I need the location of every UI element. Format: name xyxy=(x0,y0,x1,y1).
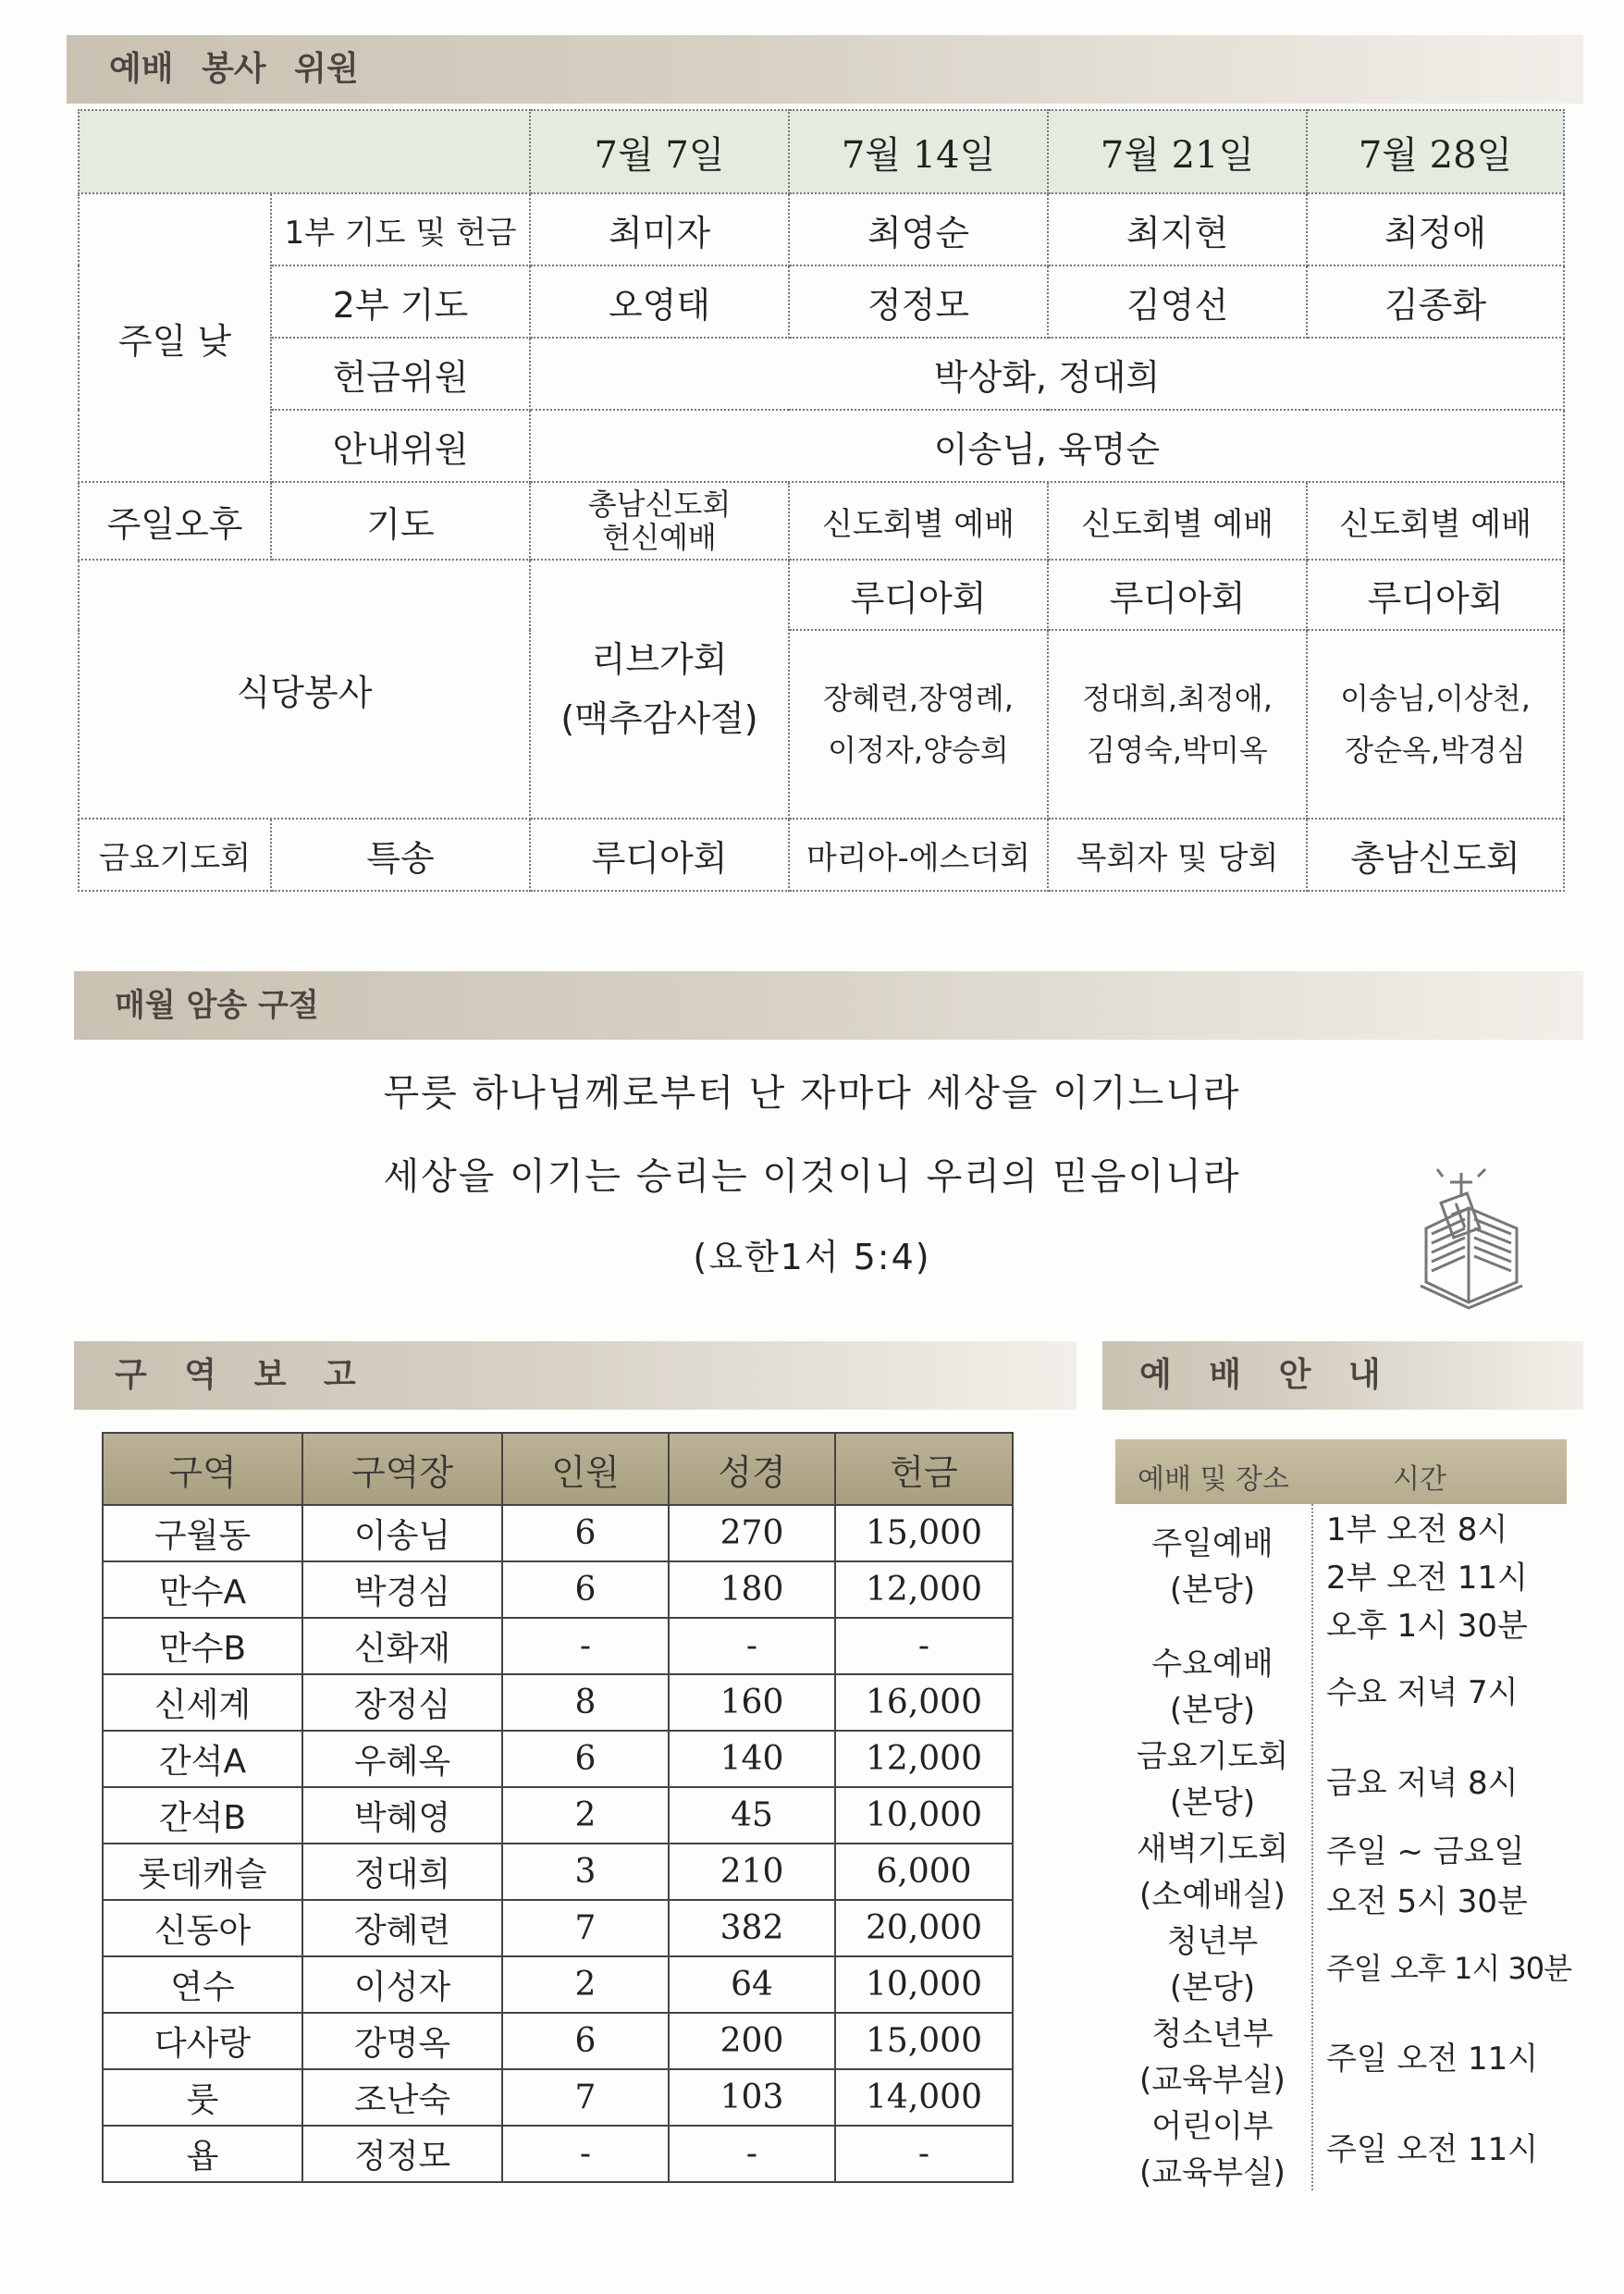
table-row xyxy=(103,2069,1013,2126)
section-title: 예 배 안 내 xyxy=(1139,1356,1394,1394)
table-cell: 6 xyxy=(502,2013,669,2069)
verse-reference: (요한1서 5:4) xyxy=(693,1237,931,1277)
table-cell: 루디아회 xyxy=(1048,560,1307,630)
section-title: 구 역 보 고 xyxy=(115,1356,369,1394)
place-name: 주일예배 xyxy=(1151,1525,1273,1562)
table-cell: 마리아-에스더회 xyxy=(789,819,1048,891)
table-cell: 신화재 xyxy=(302,1618,502,1674)
worship-place xyxy=(1115,2011,1310,2103)
worship-place xyxy=(1115,2103,1310,2196)
worship-time: 수요 저녁 7시 xyxy=(1326,1674,1519,1711)
table-cell xyxy=(530,482,789,560)
worship-time: 주일 오전 11시 xyxy=(1326,2041,1539,2078)
table-cell: 14,000 xyxy=(835,2069,1013,2126)
table-cell: 정정모 xyxy=(302,2126,502,2182)
cell-line: (맥추감사절) xyxy=(560,698,758,739)
table-cell: 루디아회 xyxy=(789,560,1048,630)
table-cell: 이성자 xyxy=(302,1956,502,2013)
table-cell: 루디아회 xyxy=(1307,560,1564,630)
table-cell: 욥 xyxy=(103,2126,302,2182)
section-title: 예배 봉사 위원 xyxy=(109,50,359,88)
table-cell: - xyxy=(835,2126,1013,2182)
table-row xyxy=(103,1844,1013,1900)
table-cell: 382 xyxy=(669,1900,835,1956)
table-cell: 최지현 xyxy=(1048,193,1307,265)
table-cell: 간석A xyxy=(103,1731,302,1787)
table-header-row xyxy=(79,110,1564,193)
table-cell: 오영태 xyxy=(530,265,789,338)
worship-header-time: 시간 xyxy=(1393,1463,1446,1496)
divider xyxy=(1311,1504,1313,2190)
worship-header xyxy=(1115,1439,1567,1504)
table-cell: - xyxy=(669,1618,835,1674)
table-row xyxy=(103,1674,1013,1731)
table-cell: 정대희 xyxy=(302,1844,502,1900)
district-table-body xyxy=(103,1505,1013,2182)
section-header-volunteer xyxy=(67,35,1583,104)
date-header: 7월 21일 xyxy=(1048,110,1307,193)
table-cell: - xyxy=(835,1618,1013,1674)
table-row xyxy=(103,2013,1013,2069)
worship-header-place: 예배 및 장소 xyxy=(1138,1463,1289,1496)
table-cell: - xyxy=(502,2126,669,2182)
table-cell: 이송님, 육명순 xyxy=(530,410,1564,482)
table-row xyxy=(103,1561,1013,1618)
table-cell: 루디아회 xyxy=(530,819,789,891)
table-cell xyxy=(530,560,789,819)
table-cell: 정정모 xyxy=(789,265,1048,338)
table-cell: 6 xyxy=(502,1505,669,1561)
worship-schedule xyxy=(1115,1439,1572,2191)
table-cell: 64 xyxy=(669,1956,835,2013)
table-row xyxy=(79,338,1564,410)
table-cell: 200 xyxy=(669,2013,835,2069)
table-row xyxy=(79,193,1564,265)
worship-place xyxy=(1115,1641,1310,1733)
table-cell: 210 xyxy=(669,1844,835,1900)
column-header: 인원 xyxy=(502,1433,669,1505)
row-group-label: 식당봉사 xyxy=(79,560,530,819)
cell-line: 리브가회 xyxy=(591,639,728,680)
table-cell: 간석B xyxy=(103,1787,302,1844)
section-header-verse xyxy=(74,971,1583,1040)
row-group-label: 금요기도회 xyxy=(79,819,271,891)
cell-line: 헌신예배 xyxy=(602,520,717,555)
cell-line: 장순옥,박경심 xyxy=(1345,733,1526,768)
row-label: 기도 xyxy=(271,482,530,560)
table-cell: 신세계 xyxy=(103,1674,302,1731)
table-row xyxy=(103,1787,1013,1844)
place-name: 새벽기도회 xyxy=(1136,1831,1289,1868)
table-row xyxy=(79,560,1564,630)
date-header: 7월 7일 xyxy=(530,110,789,193)
table-cell: 강명옥 xyxy=(302,2013,502,2069)
table-cell: 우혜옥 xyxy=(302,1731,502,1787)
table-cell: 15,000 xyxy=(835,2013,1013,2069)
table-cell: 롯데캐슬 xyxy=(103,1844,302,1900)
table-cell: 140 xyxy=(669,1731,835,1787)
table-cell: 6,000 xyxy=(835,1844,1013,1900)
place-room: (교육부실) xyxy=(1139,2062,1286,2099)
table-cell: 103 xyxy=(669,2069,835,2126)
worship-time: 주일 오후 1시 30분 xyxy=(1326,1951,1572,1986)
cell-line: 이송님,이상천, xyxy=(1340,681,1531,716)
table-cell: 구월동 xyxy=(103,1505,302,1561)
table-cell: 최정애 xyxy=(1307,193,1564,265)
place-room: (본당) xyxy=(1169,1969,1256,2006)
column-header: 구역장 xyxy=(302,1433,502,1505)
table-cell: 신도회별 예배 xyxy=(789,482,1048,560)
table-row xyxy=(103,1618,1013,1674)
section-title: 매월 암송 구절 xyxy=(115,987,319,1024)
table-cell xyxy=(789,630,1048,819)
table-cell: 12,000 xyxy=(835,1731,1013,1787)
table-cell: 10,000 xyxy=(835,1787,1013,1844)
table-cell: 6 xyxy=(502,1731,669,1787)
place-name: 청년부 xyxy=(1166,1923,1259,1960)
cell-line: 정대희,최정애, xyxy=(1082,681,1273,716)
place-room: (본당) xyxy=(1169,1784,1256,1821)
place-name: 수요예배 xyxy=(1151,1646,1273,1683)
table-cell: 연수 xyxy=(103,1956,302,2013)
table-cell: 신동아 xyxy=(103,1900,302,1956)
header-empty-cell xyxy=(79,110,530,193)
table-cell: 신도회별 예배 xyxy=(1307,482,1564,560)
table-header-row xyxy=(103,1433,1013,1505)
table-cell: 10,000 xyxy=(835,1956,1013,2013)
table-cell: 박경심 xyxy=(302,1561,502,1618)
worship-place xyxy=(1115,1733,1310,1826)
table-cell xyxy=(1048,630,1307,819)
table-cell: 총남신도회 xyxy=(1307,819,1564,891)
table-row xyxy=(79,410,1564,482)
worship-time: 금요 저녁 8시 xyxy=(1326,1765,1519,1802)
table-cell: 이송님 xyxy=(302,1505,502,1561)
worship-place xyxy=(1115,1521,1310,1613)
section-header-district xyxy=(74,1341,1077,1410)
column-header: 성경 xyxy=(669,1433,835,1505)
table-cell: 김영선 xyxy=(1048,265,1307,338)
table-row xyxy=(103,1956,1013,2013)
row-label: 특송 xyxy=(271,819,530,891)
table-cell: 룻 xyxy=(103,2069,302,2126)
worship-time: 오전 5시 30분 xyxy=(1326,1883,1528,1920)
table-cell: 7 xyxy=(502,1900,669,1956)
table-cell: 장정심 xyxy=(302,1674,502,1731)
place-room: (본당) xyxy=(1169,1572,1256,1609)
worship-time: 주일 ~ 금요일 xyxy=(1326,1833,1525,1870)
table-row xyxy=(79,265,1564,338)
volunteer-table xyxy=(78,109,1565,892)
table-cell: 6 xyxy=(502,1561,669,1618)
row-label: 안내위원 xyxy=(271,410,530,482)
row-label: 1부 기도 및 헌금 xyxy=(271,193,530,265)
table-cell xyxy=(1307,630,1564,819)
worship-time: 2부 오전 11시 xyxy=(1326,1560,1528,1597)
table-row xyxy=(103,1900,1013,1956)
row-group-label: 주일오후 xyxy=(79,482,271,560)
table-cell: 7 xyxy=(502,2069,669,2126)
table-cell: 최영순 xyxy=(789,193,1048,265)
table-cell: 만수A xyxy=(103,1561,302,1618)
table-cell: 160 xyxy=(669,1674,835,1731)
place-room: (교육부실) xyxy=(1139,2154,1286,2191)
row-group-label: 주일 낮 xyxy=(79,193,271,482)
table-cell: 김종화 xyxy=(1307,265,1564,338)
table-cell: 2 xyxy=(502,1787,669,1844)
cell-line: 장혜련,장영례, xyxy=(823,681,1014,716)
cell-line: 김영숙,박미옥 xyxy=(1087,733,1268,768)
cell-line: 이정자,양승희 xyxy=(828,733,1009,768)
column-header: 구역 xyxy=(103,1433,302,1505)
table-row xyxy=(103,2126,1013,2182)
place-name: 청소년부 xyxy=(1151,2016,1273,2053)
place-room: (본당) xyxy=(1169,1692,1256,1729)
table-cell: 장혜련 xyxy=(302,1900,502,1956)
place-room: (소예배실) xyxy=(1139,1877,1286,1914)
table-cell: 12,000 xyxy=(835,1561,1013,1618)
verse-line: 무릇 하나님께로부터 난 자마다 세상을 이기느니라 xyxy=(383,1072,1241,1115)
table-cell: 8 xyxy=(502,1674,669,1731)
worship-place xyxy=(1115,1826,1310,1918)
table-cell: 신도회별 예배 xyxy=(1048,482,1307,560)
column-header: 헌금 xyxy=(835,1433,1013,1505)
table-cell: 15,000 xyxy=(835,1505,1013,1561)
row-label: 2부 기도 xyxy=(271,265,530,338)
table-cell: - xyxy=(669,2126,835,2182)
place-name: 어린이부 xyxy=(1151,2108,1273,2145)
table-cell: 다사랑 xyxy=(103,2013,302,2069)
table-cell: 목회자 및 당회 xyxy=(1048,819,1307,891)
table-cell: 3 xyxy=(502,1844,669,1900)
row-label: 헌금위원 xyxy=(271,338,530,410)
date-header: 7월 28일 xyxy=(1307,110,1564,193)
table-cell: 만수B xyxy=(103,1618,302,1674)
verse-line: 세상을 이기는 승리는 이것이니 우리의 믿음이니라 xyxy=(383,1155,1241,1198)
table-cell: - xyxy=(502,1618,669,1674)
table-cell: 180 xyxy=(669,1561,835,1618)
place-name: 금요기도회 xyxy=(1136,1738,1289,1775)
worship-time: 주일 오전 11시 xyxy=(1326,2131,1539,2168)
table-cell: 박상화, 정대희 xyxy=(530,338,1564,410)
date-header: 7월 14일 xyxy=(789,110,1048,193)
table-cell: 최미자 xyxy=(530,193,789,265)
table-cell: 2 xyxy=(502,1956,669,2013)
table-row xyxy=(79,819,1564,891)
bible-icon xyxy=(1413,1164,1543,1312)
cell-line: 총남신도회 xyxy=(587,487,732,522)
table-cell: 16,000 xyxy=(835,1674,1013,1731)
table-row xyxy=(79,482,1564,560)
table-cell: 270 xyxy=(669,1505,835,1561)
table-row xyxy=(103,1505,1013,1561)
table-cell: 조난숙 xyxy=(302,2069,502,2126)
table-row xyxy=(103,1731,1013,1787)
worship-time: 오후 1시 30분 xyxy=(1326,1608,1528,1645)
worship-time: 1부 오전 8시 xyxy=(1326,1511,1508,1548)
table-cell: 45 xyxy=(669,1787,835,1844)
worship-place xyxy=(1115,1918,1310,2011)
section-header-worship xyxy=(1102,1341,1583,1410)
table-cell: 20,000 xyxy=(835,1900,1013,1956)
district-table xyxy=(102,1432,1014,2183)
table-cell: 박혜영 xyxy=(302,1787,502,1844)
